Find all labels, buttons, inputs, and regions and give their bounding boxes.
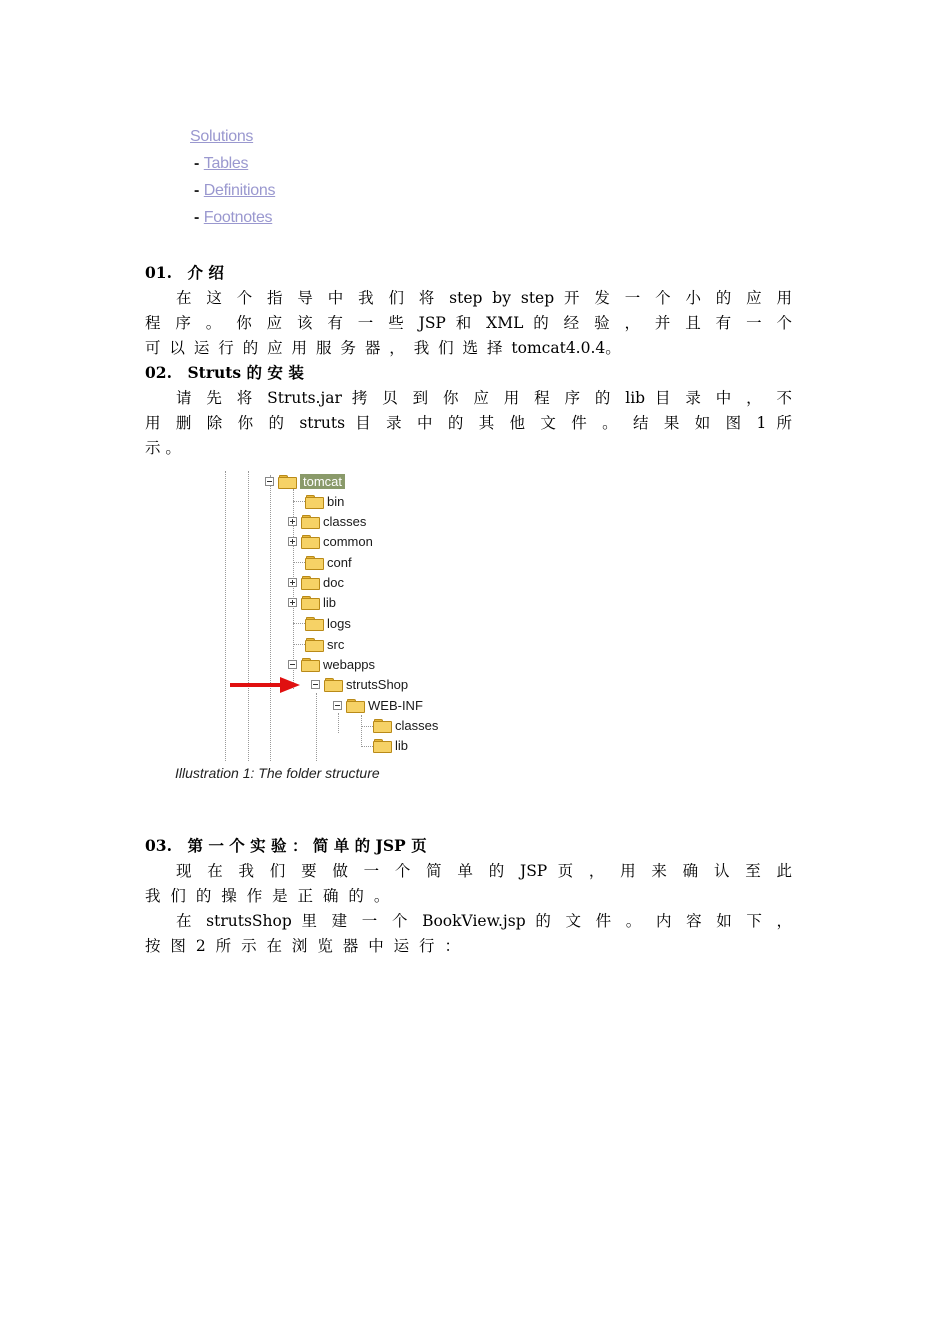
tree-node-label: bin <box>327 493 345 509</box>
definitions-link[interactable]: Definitions <box>203 182 276 199</box>
tree-node-label: tomcat <box>300 474 345 489</box>
bullet-dash: - <box>194 155 200 172</box>
tree-node-label: strutsShop <box>346 676 409 692</box>
section-03-text: 我 们 的 操 作 是 正 确 的 。 <box>145 887 390 905</box>
folder-icon <box>301 658 319 671</box>
tree-node[interactable] <box>265 472 345 490</box>
section-02-text: 用 删 除 你 的 struts 目 录 中 的 其 他 文 件 。 结 果 如 图 1 所 <box>145 414 792 432</box>
tree-node[interactable] <box>288 532 373 550</box>
tree-node-label: classes <box>395 717 439 733</box>
tree-node[interactable] <box>311 675 408 693</box>
tree-node-label: src <box>327 636 345 652</box>
tree-node[interactable] <box>288 512 366 530</box>
folder-tree-illustration <box>220 465 480 765</box>
tree-node[interactable] <box>305 614 351 632</box>
folder-icon <box>324 678 342 691</box>
figure-caption: Illustration 1: The folder structure <box>175 765 380 781</box>
tree-node[interactable] <box>288 573 344 591</box>
tree-node-label: common <box>323 533 373 549</box>
tree-node[interactable] <box>305 635 344 653</box>
section-01-heading: 01. 介 绍 <box>145 263 224 282</box>
collapse-icon[interactable] <box>333 701 342 710</box>
tables-link[interactable]: Tables <box>203 155 249 172</box>
folder-icon <box>373 719 391 732</box>
tree-node[interactable] <box>333 696 423 714</box>
section-03-text: 在 strutsShop 里 建 一 个 BookView.jsp 的 文 件 。 内 容 如 下 ， <box>176 912 792 930</box>
tree-node-label: lib <box>323 594 337 610</box>
tree-node-label: logs <box>327 615 351 631</box>
expand-icon[interactable] <box>288 537 297 546</box>
tree-node[interactable] <box>373 736 408 754</box>
collapse-icon[interactable] <box>265 477 274 486</box>
tree-node-label: webapps <box>323 656 376 672</box>
tree-node-label: classes <box>323 513 367 529</box>
bullet-dash: - <box>194 182 200 199</box>
section-03-text: 按 图 2 所 示 在 浏 览 器 中 运 行 ： <box>145 937 460 955</box>
solutions-link[interactable]: Solutions <box>190 128 254 145</box>
collapse-icon[interactable] <box>311 680 320 689</box>
section-02-text: 示 。 <box>145 439 181 457</box>
folder-icon <box>301 515 319 528</box>
section-02-heading: 02. Struts 的 安 装 <box>145 363 304 382</box>
folder-icon <box>301 535 319 548</box>
section-03-heading: 03. 第 一 个 实 验 ： 简 单 的 JSP 页 <box>145 836 427 855</box>
section-01-text: 可 以 运 行 的 应 用 服 务 器 ， 我 们 选 择 tomcat4.0.4。 <box>145 339 621 357</box>
folder-icon <box>305 617 323 630</box>
section-01-text: 程 序 。 你 应 该 有 一 些 JSP 和 XML 的 经 验 ， 并 且 有 一 个 <box>145 314 792 332</box>
folder-icon <box>278 475 296 488</box>
folder-icon <box>305 556 323 569</box>
tree-node-label: lib <box>395 737 409 753</box>
folder-icon <box>301 596 319 609</box>
section-03-text: 现 在 我 们 要 做 一 个 简 单 的 JSP 页 ， 用 来 确 认 至 此 <box>176 862 792 880</box>
folder-icon <box>305 495 323 508</box>
tree-node-label: doc <box>323 574 344 590</box>
bullet-dash: - <box>194 209 200 226</box>
red-arrow-icon <box>230 676 302 694</box>
collapse-icon[interactable] <box>288 660 297 669</box>
section-02-text: 请 先 将 Struts.jar 拷 贝 到 你 应 用 程 序 的 lib 目 录 中 ， 不 <box>176 389 792 407</box>
tree-node[interactable] <box>305 553 352 571</box>
folder-icon <box>373 739 391 752</box>
tree-node[interactable] <box>305 492 344 510</box>
tree-node[interactable] <box>288 593 336 611</box>
tree-node[interactable] <box>288 655 375 673</box>
section-01-text: 在 这 个 指 导 中 我 们 将 step by step 开 发 一 个 小 的 应 用 <box>176 289 792 307</box>
footnotes-link[interactable]: Footnotes <box>203 209 273 226</box>
folder-icon <box>346 699 364 712</box>
folder-icon <box>305 638 323 651</box>
tree-node[interactable] <box>373 716 438 734</box>
expand-icon[interactable] <box>288 517 297 526</box>
folder-icon <box>301 576 319 589</box>
tree-node-label: conf <box>327 554 352 570</box>
expand-icon[interactable] <box>288 598 297 607</box>
expand-icon[interactable] <box>288 578 297 587</box>
tree-node-label: WEB-INF <box>368 697 423 713</box>
